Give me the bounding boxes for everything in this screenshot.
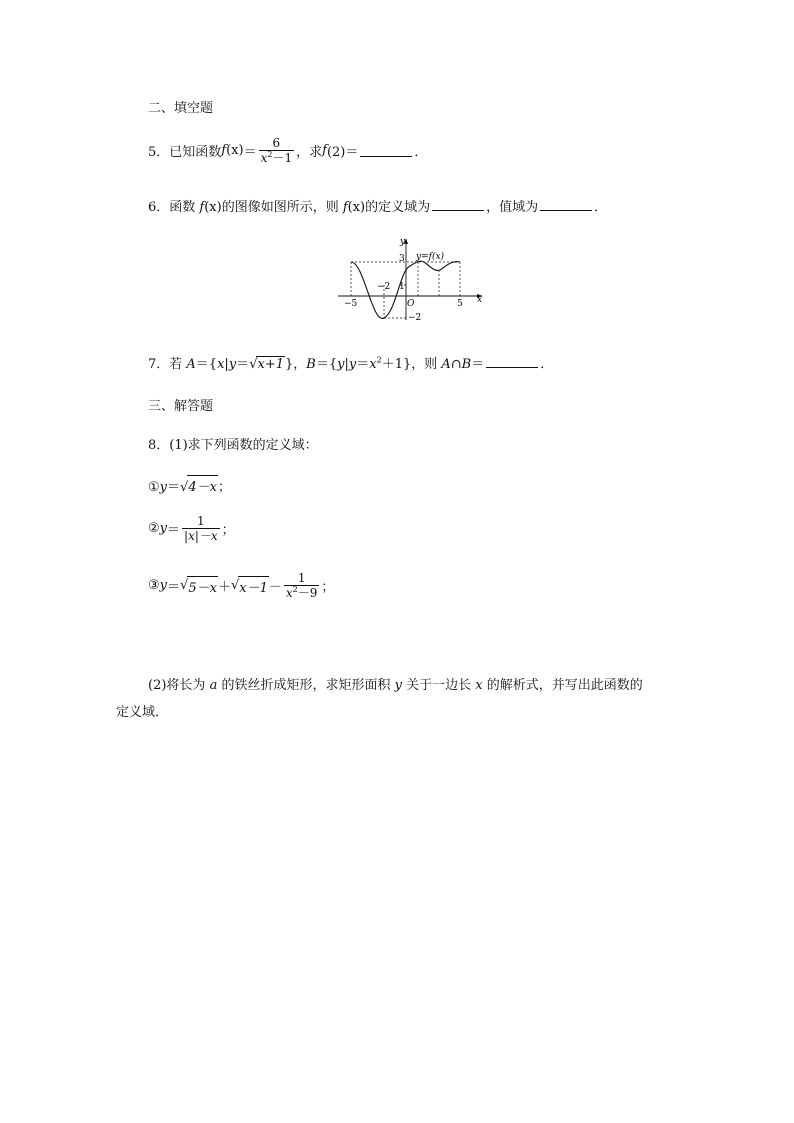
q6-mid1: 的图像如图所示，则 [221,200,343,215]
y-tick-minus2: −2 [408,313,422,323]
q7-end: ． [540,357,554,372]
q8-part2-line1 [148,674,643,693]
section-heading-fill-blank: 二、填空题 [148,101,214,116]
x-tick-5: 5 [457,299,463,309]
x-axis-label: x [477,295,483,305]
q8-item3-y: y [159,578,168,593]
q6-domain-blank[interactable] [432,198,484,211]
q7-intersection: A∩B [441,357,472,372]
q8-part2-var-y: y [394,678,402,693]
q8-part2-line2: 定义域． [116,705,169,720]
q7-set2-close: } [402,357,412,372]
q8-item1-eq: ＝ [167,480,181,495]
q7-then: ，则 [411,357,442,372]
q8-part2-d: 的解析式，并写出此函数的 [482,678,643,693]
q8-item3-radical-sign-2: √ [230,578,240,593]
q8-item3-denominator: $x^2-9$ [285,585,318,600]
y-tick-3: 3 [399,254,405,264]
q8-item1-radicand: 4－x [187,475,218,495]
q5-f2: f [322,143,327,158]
function-label: y=f(x) [416,252,445,262]
q8-item2-y: y [159,521,168,536]
q6-f-2: f [342,200,348,215]
q5-arg: (2)＝ [326,145,359,160]
q7-set1-open: ＝{ [195,357,218,372]
question-6 [148,196,607,215]
q6-mid2: 的定义域为 [365,200,431,215]
q7-set1-close: } [284,357,294,372]
q8-part2-var-x: x [475,678,483,693]
q5-answer-blank[interactable] [360,144,412,157]
q8-item2-denominator: |x|－x [184,529,218,543]
q8-part2-b: 的铁丝折成矩形，求矩形面积 [217,678,395,693]
q8-intro: 8．(1)求下列函数的定义域： [148,438,318,453]
q8-part2-a: (2)将长为 [148,678,210,693]
function-curve [351,261,460,318]
q8-item3-radical-sign-1: √ [180,578,189,593]
q7-eq3: ＝ [471,357,485,372]
q7-plus1: ＋1 [381,357,403,372]
q5-eq: ＝ [243,145,257,160]
q8-item2-numerator: 1 [197,514,205,528]
q8-part2-c: 关于一边长 [401,678,476,693]
q7-radical-sign: √ [249,357,258,372]
q8-item2-eq: ＝ [167,523,181,538]
y-axis-label: y [400,237,406,247]
q7-set1-y: y [228,357,237,372]
origin-label: O [407,299,415,309]
y-tick-1: 1 [399,282,405,292]
q7-bar2: | [344,357,349,372]
q7-set-a: A [186,357,196,372]
q8-item1-label: ① [148,480,160,495]
q7-x2: x [369,357,377,372]
q6-prefix: 6．函数 [148,200,200,215]
q8-item2-fraction [182,514,220,543]
q8-item3-minus: － [268,580,282,595]
q8-item3-label: ③ [148,578,160,593]
q5-numerator: 6 [272,136,281,150]
q5-denominator: $x^2-1$ [260,150,293,165]
q7-set-b: B [306,357,316,372]
q6-range-blank[interactable] [540,198,592,211]
q6-x-2: (x) [347,200,366,215]
q7-comma: ， [293,357,307,372]
q8-item2-end: ； [221,523,235,538]
q7-eq2: ＝ [356,357,370,372]
q7-set2-y2: y [348,357,357,372]
q8-item-2 [148,514,235,543]
q8-item2-label: ② [148,521,160,536]
q7-bar1: | [224,357,229,372]
q8-item-1 [148,475,231,495]
x-tick-minus2: −2 [377,282,391,292]
q8-part2-var-a: a [209,678,218,693]
q5-x: (x) [226,143,244,158]
q7-set1-x: x [217,357,225,372]
q7-prefix: 7．若 [148,357,187,372]
q5-end: ． [414,145,428,160]
x-tick-minus5: −5 [344,299,358,309]
q8-item1-end: ； [217,480,231,495]
q7-pow2: 2 [376,355,382,365]
q8-item1-y: y [159,480,168,495]
question-7 [148,353,553,372]
q5-fraction [259,136,295,165]
function-graph [336,232,488,324]
q5-prefix: 5．已知函数 [148,145,222,160]
q8-item1-radical-sign: √ [180,480,189,495]
q5-f: f [221,143,227,158]
q6-f: f [199,200,205,215]
q8-item3-radicand-2: x－1 [238,576,269,596]
q7-answer-blank[interactable] [486,355,538,368]
q6-mid3: ，值域为 [486,200,539,215]
q8-item3-numerator: 1 [297,571,306,585]
q6-x: (x) [204,200,222,215]
q7-radicand: x+1 [257,357,284,372]
q8-item3-eq: ＝ [167,580,181,595]
q8-item3-end: ； [321,580,335,595]
question-5 [148,136,427,165]
q8-item-3 [148,571,334,600]
section-heading-answer: 三、解答题 [148,399,214,414]
q5-mid: ，求 [296,145,323,160]
q7-set2-open: ＝{ [315,357,338,372]
q7-set2-y: y [337,357,345,372]
q7-eq1: ＝ [236,357,250,372]
q8-item3-plus: ＋ [217,580,231,595]
q8-item3-fraction [284,571,320,600]
q8-item3-radicand-1: 5－x [187,576,218,596]
q6-end: ． [594,200,608,215]
